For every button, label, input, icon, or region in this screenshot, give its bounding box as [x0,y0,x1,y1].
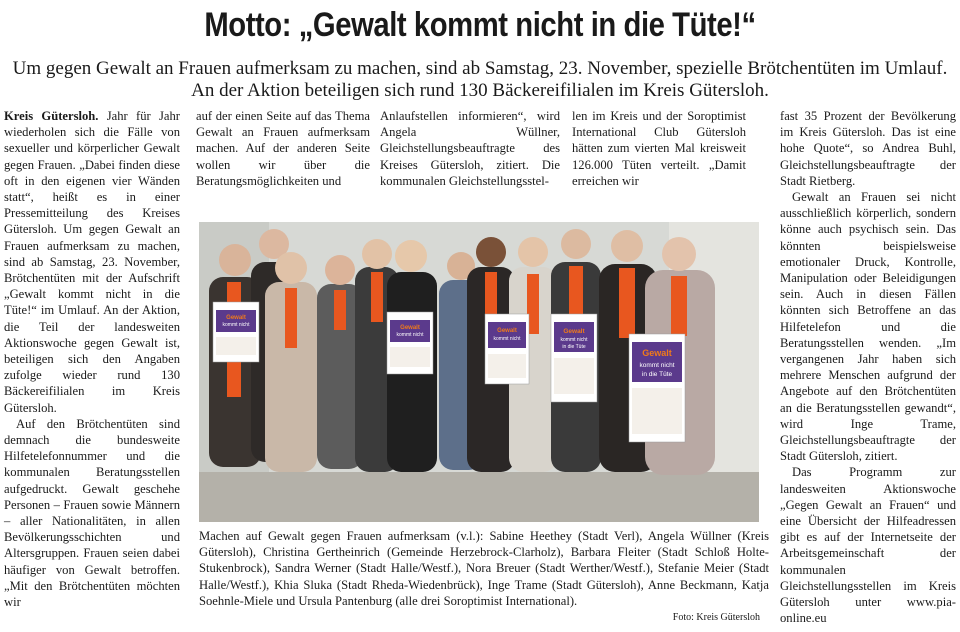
bag-5-text-2: kommt nicht [639,362,675,369]
bag-4-text-3: in die Tüte [562,344,586,350]
photo-caption: Machen auf Gewalt gegen Frauen aufmerksam (v.l.): Sabine Heethey (Stadt Verl), Angela Wüllner (Kreis Gütersloh), Christina Gertheinrich (Gemeinde Herzebrock-Clarholz), Barbara Fleiter (Stadt Schloß Holte-Stukenbrock), Sandra Werner (Stadt Halle/Westf.), Nora Breuer (Stadt Werther/Westf.), Stefanie Meier (Stadt Halle/Westf.), Khia Sluka (Stadt Rheda-Wiedenbrück), Inge Trame (Stadt Gütersloh), Anne Beckmann, Katja Soehnle-Miele und Ursula Pantenburg (alle drei Soroptimist International). [199,529,769,608]
article-column-2 [196,108,370,220]
article-subhead-line-1: Um gegen Gewalt an Frauen aufmerksam zu machen, sind ab Samstag, 23. November, spezielle Brötchentüten im Umlauf. [12,58,948,79]
bag-5-text-3: in die Tüte [641,371,673,378]
column-4-text: len im Kreis und der Soroptimist International Club Gütersloh hätten zum vierten Mal kreisweit 126.000 Tüten verteilt. „Damit erreichen wir [572,109,746,188]
bag-1-text-2: kommt nicht [222,322,250,328]
bag-3 [485,314,529,384]
column-5-paragraph-3: Das Programm zur landesweiten Aktionswoche „Gegen Gewalt an Frauen“ und eine Übersicht der Hilfeadressen gibt es auf der Internetseite der Arbeitsgemeinschaft der kommunalen Gleichstellungsstellen im Kreis Gütersloh unter www.pia-online.eu [780,465,956,626]
article-column-5 [780,108,956,628]
column-1-paragraph-1 [4,108,180,416]
bag-2-text-2: kommt nicht [396,332,424,338]
bag-4 [551,314,597,402]
column-2-text: auf der einen Seite auf das Thema Gewalt an Frauen aufmerksam machen. Auf der anderen Seite wollen wir über die Beratungsmöglichkeiten und [196,109,370,188]
photo-floor [199,472,759,522]
bag-1 [213,302,259,362]
article-column-3 [380,108,560,220]
group-photo [199,222,759,522]
bag-5-text-1: Gewalt [642,348,672,358]
photo-credit: Foto: Kreis Gütersloh [672,612,760,623]
bag-4-text-2: kommt nicht [560,337,588,343]
bag-2 [387,312,433,374]
bag-5 [629,334,685,442]
column-1-text-1: Jahr für Jahr wiederholen sich die Fälle von sexueller und körperlicher Gewalt gegen Frauen. „Dabei finden diese oft in den eigenen vier Wänden statt“, heißt es in einer Pressemitteilung des Kreises Gütersloh. Um gegen Gewalt an Frauen aufmerksam zu machen, sind ab Samstag, 23. November, Brötchentüten mit der Aufschrift „Gewalt kommt nicht in die Tüte!“ im Umlauf. An der Aktion, die Teil der landesweiten Aktionswoche gegen Gewalt ist, beteiligen sich den Angaben zufolge wieder rund 130 Bäckereifilialen im Kreis Gütersloh. [4,109,180,415]
bag-1-text-1: Gewalt [226,315,246,321]
group-photo-illustration [199,222,759,522]
article-column-4 [572,108,746,220]
column-5-paragraph-2: Gewalt an Frauen sei nicht ausschließlich körperlich, sondern könne auch psychisch sein. Das könnten beispielsweise emotionaler Druck, Kontrolle, Manipulation oder Beleidigungen sein. Auch in diesen Fällen könnten sich Betroffene an das Hilfetelefon und die Beratungsstellen wenden. „Im vergangenen Jahr haben sich mehrere Menschen aufgrund der Angebote auf den Brötchentüten an die Beratungsstellen gewandt“, wird Inge Trame, Gleichstellungsbeauftragte der Stadt Gütersloh, zitiert. [780,190,956,464]
column-3-text: Anlaufstellen informieren“, wird Angela Wüllner, Gleichstellungsbeauftragte des Kreises Gütersloh, zitiert. Die kommunalen Gleichstellungsstel- [380,109,560,188]
column-1-paragraph-2: Auf den Brötchentüten sind demnach die bundesweite Hilfetelefonnummer und die kommunalen Beratungsstellen aufgedruckt. Gewalt geschehe Personen – Frauen sowie Männern – aller Nationalitäten, in allen Bevölkerungsschichten und Altersgruppen. Frauen seien dabei häufiger von Gewalt betroffen. „Mit den Brötchentüten möchten wir [4,416,180,610]
person-3 [265,252,317,472]
bag-2-text-1: Gewalt [400,325,420,331]
article-subhead-line-2: An der Aktion beteiligen sich rund 130 Bäckereifilialen im Kreis Gütersloh. [191,80,769,101]
bag-3-text-2: kommt nicht [493,336,521,342]
column-5-paragraph-1: fast 35 Prozent der Bevölkerung im Kreis Gütersloh. Das ist eine hohe Quote“, so Andrea Buhl, Gleichstellungsbeauftragte der Stadt Rietberg. [780,109,956,188]
article-headline: Motto: „Gewalt kommt nicht in die Tüte!“ [204,6,756,44]
bag-4-text-1: Gewalt [563,328,585,335]
dateline: Kreis Gütersloh. [4,109,99,123]
bag-3-text-1: Gewalt [497,328,517,334]
article-column-1 [4,108,180,628]
